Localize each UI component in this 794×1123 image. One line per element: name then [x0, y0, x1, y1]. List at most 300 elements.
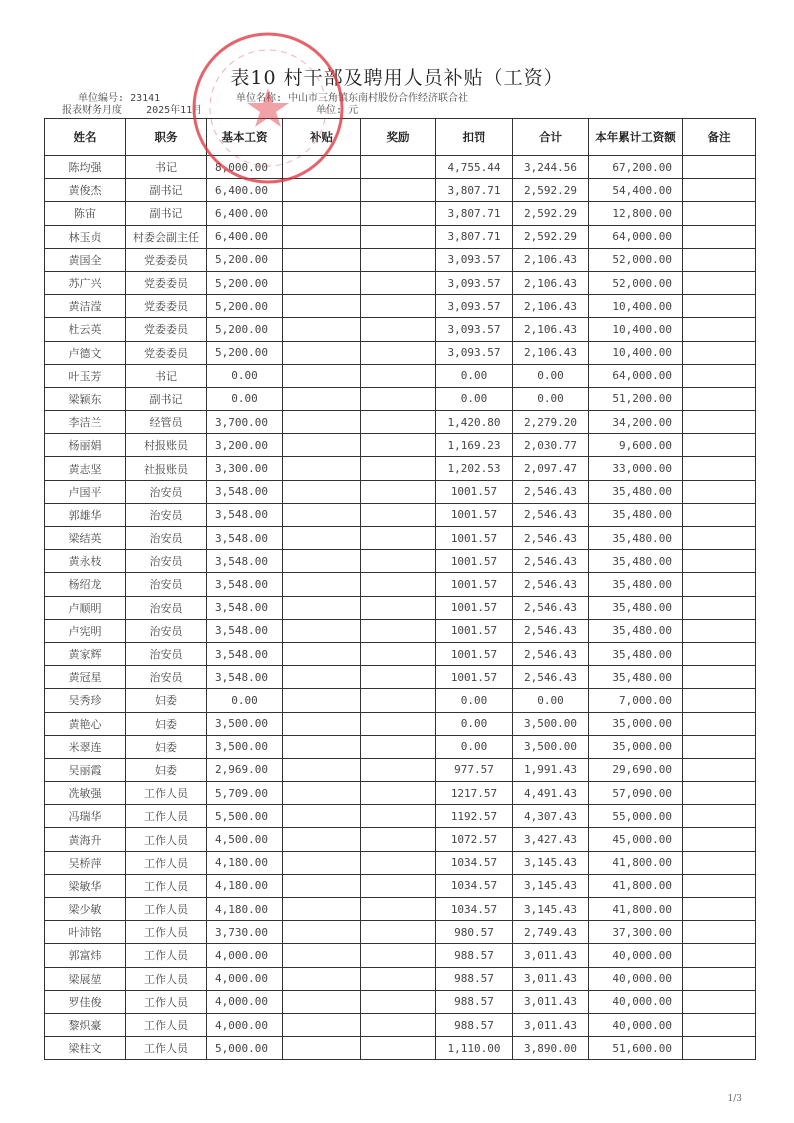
- deduction-cell: 977.57: [436, 758, 513, 781]
- position-cell: 副书记: [126, 202, 207, 225]
- total-cell: 2,546.43: [513, 573, 589, 596]
- position-cell: 治安员: [126, 480, 207, 503]
- total-cell: 2,546.43: [513, 503, 589, 526]
- remarks-cell: [683, 735, 756, 758]
- table-row: [45, 689, 756, 712]
- remarks-cell: [683, 573, 756, 596]
- allowance-cell: [283, 179, 361, 202]
- name-cell: 罗佳俊: [45, 990, 126, 1013]
- name-cell: 黄俊杰: [45, 179, 126, 202]
- total-cell: 2,279.20: [513, 411, 589, 434]
- column-header: 奖励: [361, 119, 436, 156]
- ytd-salary-cell: 12,800.00: [589, 202, 683, 225]
- total-cell: 3,145.43: [513, 898, 589, 921]
- deduction-cell: 988.57: [436, 1013, 513, 1036]
- column-header: 备注: [683, 119, 756, 156]
- base-salary-cell: 3,548.00: [207, 480, 283, 503]
- base-salary-cell: 6,400.00: [207, 179, 283, 202]
- bonus-cell: [361, 527, 436, 550]
- remarks-cell: [683, 805, 756, 828]
- table-row: [45, 874, 756, 897]
- total-cell: 0.00: [513, 364, 589, 387]
- total-cell: 2,592.29: [513, 225, 589, 248]
- table-row: [45, 944, 756, 967]
- total-cell: 4,491.43: [513, 782, 589, 805]
- total-cell: 2,030.77: [513, 434, 589, 457]
- position-cell: 工作人员: [126, 1037, 207, 1060]
- bonus-cell: [361, 179, 436, 202]
- table-row: [45, 527, 756, 550]
- deduction-cell: 3,093.57: [436, 248, 513, 271]
- ytd-salary-cell: 52,000.00: [589, 271, 683, 294]
- name-cell: 黄永枝: [45, 550, 126, 573]
- deduction-cell: 1001.57: [436, 642, 513, 665]
- unit-code: [78, 93, 160, 105]
- base-salary-cell: 5,000.00: [207, 1037, 283, 1060]
- name-cell: 吴秀珍: [45, 689, 126, 712]
- remarks-cell: [683, 921, 756, 944]
- position-cell: 妇委: [126, 712, 207, 735]
- table-row: [45, 573, 756, 596]
- ytd-salary-cell: 35,480.00: [589, 666, 683, 689]
- allowance-cell: [283, 364, 361, 387]
- name-cell: 米翠连: [45, 735, 126, 758]
- remarks-cell: [683, 295, 756, 318]
- name-cell: 黎炽豪: [45, 1013, 126, 1036]
- name-cell: 梁柱文: [45, 1037, 126, 1060]
- deduction-cell: 1001.57: [436, 527, 513, 550]
- total-cell: 0.00: [513, 387, 589, 410]
- position-cell: 妇委: [126, 689, 207, 712]
- deduction-cell: 1001.57: [436, 503, 513, 526]
- total-cell: 2,546.43: [513, 596, 589, 619]
- table-row: [45, 898, 756, 921]
- deduction-cell: 1001.57: [436, 573, 513, 596]
- base-salary-cell: 3,548.00: [207, 596, 283, 619]
- total-cell: 2,546.43: [513, 550, 589, 573]
- total-cell: 3,890.00: [513, 1037, 589, 1060]
- bonus-cell: [361, 851, 436, 874]
- ytd-salary-cell: 35,480.00: [589, 550, 683, 573]
- base-salary-cell: 4,500.00: [207, 828, 283, 851]
- base-salary-cell: 4,000.00: [207, 944, 283, 967]
- name-cell: 叶沛铭: [45, 921, 126, 944]
- total-cell: 3,500.00: [513, 735, 589, 758]
- ytd-salary-cell: 64,000.00: [589, 364, 683, 387]
- ytd-salary-cell: 29,690.00: [589, 758, 683, 781]
- ytd-salary-cell: 9,600.00: [589, 434, 683, 457]
- bonus-cell: [361, 271, 436, 294]
- remarks-cell: [683, 596, 756, 619]
- ytd-salary-cell: 10,400.00: [589, 318, 683, 341]
- total-cell: 1,991.43: [513, 758, 589, 781]
- position-cell: 治安员: [126, 550, 207, 573]
- base-salary-cell: 4,180.00: [207, 898, 283, 921]
- total-cell: 4,307.43: [513, 805, 589, 828]
- bonus-cell: [361, 225, 436, 248]
- ytd-salary-cell: 37,300.00: [589, 921, 683, 944]
- total-cell: 2,546.43: [513, 642, 589, 665]
- remarks-cell: [683, 156, 756, 179]
- currency-unit: [316, 105, 358, 117]
- position-cell: 书记: [126, 156, 207, 179]
- currency-label: 单位:: [316, 105, 343, 116]
- remarks-cell: [683, 642, 756, 665]
- table-row: [45, 295, 756, 318]
- currency-value: 元: [348, 105, 359, 116]
- base-salary-cell: 5,200.00: [207, 318, 283, 341]
- column-header: 姓名: [45, 119, 126, 156]
- allowance-cell: [283, 596, 361, 619]
- deduction-cell: 3,807.71: [436, 202, 513, 225]
- bonus-cell: [361, 248, 436, 271]
- name-cell: 黄海升: [45, 828, 126, 851]
- name-cell: 吴丽霞: [45, 758, 126, 781]
- salary-table: [44, 118, 756, 1060]
- allowance-cell: [283, 271, 361, 294]
- deduction-cell: 0.00: [436, 364, 513, 387]
- allowance-cell: [283, 898, 361, 921]
- table-row: [45, 364, 756, 387]
- column-header: 本年累计工资额: [589, 119, 683, 156]
- deduction-cell: 3,093.57: [436, 271, 513, 294]
- allowance-cell: [283, 642, 361, 665]
- position-cell: 工作人员: [126, 990, 207, 1013]
- allowance-cell: [283, 689, 361, 712]
- table-row: [45, 596, 756, 619]
- deduction-cell: 3,807.71: [436, 225, 513, 248]
- ytd-salary-cell: 40,000.00: [589, 944, 683, 967]
- bonus-cell: [361, 967, 436, 990]
- allowance-cell: [283, 573, 361, 596]
- remarks-cell: [683, 387, 756, 410]
- deduction-cell: 1001.57: [436, 596, 513, 619]
- allowance-cell: [283, 666, 361, 689]
- table-row: [45, 503, 756, 526]
- deduction-cell: 3,093.57: [436, 341, 513, 364]
- position-cell: 村委会副主任: [126, 225, 207, 248]
- remarks-cell: [683, 1037, 756, 1060]
- base-salary-cell: 8,000.00: [207, 156, 283, 179]
- allowance-cell: [283, 248, 361, 271]
- table-row: [45, 758, 756, 781]
- name-cell: 梁展堃: [45, 967, 126, 990]
- table-row: [45, 967, 756, 990]
- column-header: 补贴: [283, 119, 361, 156]
- bonus-cell: [361, 782, 436, 805]
- ytd-salary-cell: 67,200.00: [589, 156, 683, 179]
- allowance-cell: [283, 341, 361, 364]
- bonus-cell: [361, 341, 436, 364]
- name-cell: 叶玉芳: [45, 364, 126, 387]
- bonus-cell: [361, 573, 436, 596]
- name-cell: 梁敏华: [45, 874, 126, 897]
- deduction-cell: 1192.57: [436, 805, 513, 828]
- deduction-cell: 980.57: [436, 921, 513, 944]
- remarks-cell: [683, 341, 756, 364]
- total-cell: 3,145.43: [513, 874, 589, 897]
- table-row: [45, 550, 756, 573]
- total-cell: 2,546.43: [513, 527, 589, 550]
- deduction-cell: 0.00: [436, 387, 513, 410]
- table-row: [45, 990, 756, 1013]
- ytd-salary-cell: 55,000.00: [589, 805, 683, 828]
- table-row: [45, 202, 756, 225]
- bonus-cell: [361, 318, 436, 341]
- remarks-cell: [683, 318, 756, 341]
- allowance-cell: [283, 782, 361, 805]
- total-cell: 2,106.43: [513, 248, 589, 271]
- remarks-cell: [683, 411, 756, 434]
- position-cell: 工作人员: [126, 874, 207, 897]
- position-cell: 工作人员: [126, 967, 207, 990]
- allowance-cell: [283, 921, 361, 944]
- base-salary-cell: 5,500.00: [207, 805, 283, 828]
- ytd-salary-cell: 34,200.00: [589, 411, 683, 434]
- name-cell: 黄家辉: [45, 642, 126, 665]
- ytd-salary-cell: 51,600.00: [589, 1037, 683, 1060]
- position-cell: 治安员: [126, 619, 207, 642]
- bonus-cell: [361, 898, 436, 921]
- position-cell: 工作人员: [126, 1013, 207, 1036]
- total-cell: 2,097.47: [513, 457, 589, 480]
- bonus-cell: [361, 990, 436, 1013]
- ytd-salary-cell: 57,090.00: [589, 782, 683, 805]
- deduction-cell: 1001.57: [436, 550, 513, 573]
- deduction-cell: 988.57: [436, 967, 513, 990]
- deduction-cell: 988.57: [436, 990, 513, 1013]
- ytd-salary-cell: 35,480.00: [589, 480, 683, 503]
- bonus-cell: [361, 457, 436, 480]
- ytd-salary-cell: 40,000.00: [589, 1013, 683, 1036]
- bonus-cell: [361, 480, 436, 503]
- base-salary-cell: 5,200.00: [207, 248, 283, 271]
- remarks-cell: [683, 874, 756, 897]
- bonus-cell: [361, 387, 436, 410]
- base-salary-cell: 3,548.00: [207, 619, 283, 642]
- allowance-cell: [283, 225, 361, 248]
- ytd-salary-cell: 35,480.00: [589, 527, 683, 550]
- name-cell: 黄冠星: [45, 666, 126, 689]
- allowance-cell: [283, 295, 361, 318]
- position-cell: 党委委员: [126, 271, 207, 294]
- unit-code-value: 23141: [130, 93, 161, 104]
- total-cell: 3,011.43: [513, 944, 589, 967]
- table-row: [45, 805, 756, 828]
- table-row: [45, 480, 756, 503]
- total-cell: 3,011.43: [513, 1013, 589, 1036]
- deduction-cell: 3,093.57: [436, 295, 513, 318]
- name-cell: 陈宙: [45, 202, 126, 225]
- total-cell: 2,749.43: [513, 921, 589, 944]
- name-cell: 杨丽娟: [45, 434, 126, 457]
- allowance-cell: [283, 527, 361, 550]
- total-cell: 2,546.43: [513, 480, 589, 503]
- bonus-cell: [361, 758, 436, 781]
- position-cell: 治安员: [126, 666, 207, 689]
- document-title: 表10 村干部及聘用人员补贴（工资）: [230, 67, 564, 89]
- remarks-cell: [683, 364, 756, 387]
- bonus-cell: [361, 828, 436, 851]
- allowance-cell: [283, 156, 361, 179]
- bonus-cell: [361, 295, 436, 318]
- name-cell: 梁结英: [45, 527, 126, 550]
- base-salary-cell: 3,548.00: [207, 666, 283, 689]
- deduction-cell: 3,093.57: [436, 318, 513, 341]
- position-cell: 党委委员: [126, 295, 207, 318]
- base-salary-cell: 3,500.00: [207, 735, 283, 758]
- bonus-cell: [361, 202, 436, 225]
- position-cell: 工作人员: [126, 851, 207, 874]
- position-cell: 党委委员: [126, 248, 207, 271]
- deduction-cell: 1001.57: [436, 666, 513, 689]
- bonus-cell: [361, 921, 436, 944]
- allowance-cell: [283, 411, 361, 434]
- allowance-cell: [283, 550, 361, 573]
- name-cell: 陈均强: [45, 156, 126, 179]
- base-salary-cell: 2,969.00: [207, 758, 283, 781]
- allowance-cell: [283, 851, 361, 874]
- total-cell: 3,145.43: [513, 851, 589, 874]
- deduction-cell: 1001.57: [436, 619, 513, 642]
- ytd-salary-cell: 10,400.00: [589, 341, 683, 364]
- table-row: [45, 318, 756, 341]
- base-salary-cell: 3,548.00: [207, 573, 283, 596]
- bonus-cell: [361, 434, 436, 457]
- position-cell: 治安员: [126, 642, 207, 665]
- ytd-salary-cell: 33,000.00: [589, 457, 683, 480]
- position-cell: 书记: [126, 364, 207, 387]
- bonus-cell: [361, 735, 436, 758]
- remarks-cell: [683, 550, 756, 573]
- base-salary-cell: 4,000.00: [207, 990, 283, 1013]
- position-cell: 工作人员: [126, 921, 207, 944]
- ytd-salary-cell: 51,200.00: [589, 387, 683, 410]
- bonus-cell: [361, 619, 436, 642]
- bonus-cell: [361, 805, 436, 828]
- total-cell: 3,244.56: [513, 156, 589, 179]
- total-cell: 3,011.43: [513, 967, 589, 990]
- total-cell: 3,427.43: [513, 828, 589, 851]
- column-header: 职务: [126, 119, 207, 156]
- ytd-salary-cell: 41,800.00: [589, 851, 683, 874]
- position-cell: 治安员: [126, 527, 207, 550]
- name-cell: 卢德文: [45, 341, 126, 364]
- name-cell: 吴桥萍: [45, 851, 126, 874]
- base-salary-cell: 3,548.00: [207, 550, 283, 573]
- allowance-cell: [283, 1013, 361, 1036]
- remarks-cell: [683, 851, 756, 874]
- total-cell: 2,592.29: [513, 179, 589, 202]
- deduction-cell: 1001.57: [436, 480, 513, 503]
- column-header: 扣罚: [436, 119, 513, 156]
- remarks-cell: [683, 712, 756, 735]
- deduction-cell: 1,169.23: [436, 434, 513, 457]
- total-cell: 2,106.43: [513, 295, 589, 318]
- position-cell: 副书记: [126, 387, 207, 410]
- total-cell: 3,011.43: [513, 990, 589, 1013]
- base-salary-cell: 4,000.00: [207, 967, 283, 990]
- ytd-salary-cell: 40,000.00: [589, 990, 683, 1013]
- position-cell: 工作人员: [126, 944, 207, 967]
- table-row: [45, 828, 756, 851]
- name-cell: 卢宪明: [45, 619, 126, 642]
- table-row: [45, 434, 756, 457]
- name-cell: 杜云英: [45, 318, 126, 341]
- ytd-salary-cell: 45,000.00: [589, 828, 683, 851]
- total-cell: 2,106.43: [513, 271, 589, 294]
- unit-code-label: 单位编号:: [78, 93, 125, 104]
- base-salary-cell: 6,400.00: [207, 202, 283, 225]
- remarks-cell: [683, 271, 756, 294]
- total-cell: 2,546.43: [513, 619, 589, 642]
- table-row: [45, 179, 756, 202]
- remarks-cell: [683, 179, 756, 202]
- base-salary-cell: 3,300.00: [207, 457, 283, 480]
- bonus-cell: [361, 1013, 436, 1036]
- base-salary-cell: 5,709.00: [207, 782, 283, 805]
- total-cell: 2,106.43: [513, 341, 589, 364]
- allowance-cell: [283, 202, 361, 225]
- table-row: [45, 735, 756, 758]
- table-row: [45, 156, 756, 179]
- table-row: [45, 642, 756, 665]
- allowance-cell: [283, 758, 361, 781]
- base-salary-cell: 3,548.00: [207, 503, 283, 526]
- base-salary-cell: 3,700.00: [207, 411, 283, 434]
- ytd-salary-cell: 41,800.00: [589, 898, 683, 921]
- deduction-cell: 4,755.44: [436, 156, 513, 179]
- unit-name-label: 单位名称:: [236, 93, 283, 104]
- name-cell: 黄国全: [45, 248, 126, 271]
- ytd-salary-cell: 7,000.00: [589, 689, 683, 712]
- position-cell: 工作人员: [126, 805, 207, 828]
- name-cell: 卢国平: [45, 480, 126, 503]
- bonus-cell: [361, 666, 436, 689]
- base-salary-cell: 0.00: [207, 387, 283, 410]
- deduction-cell: 1034.57: [436, 851, 513, 874]
- remarks-cell: [683, 898, 756, 921]
- remarks-cell: [683, 202, 756, 225]
- table-row: [45, 225, 756, 248]
- base-salary-cell: 3,730.00: [207, 921, 283, 944]
- remarks-cell: [683, 782, 756, 805]
- remarks-cell: [683, 990, 756, 1013]
- table-row: [45, 712, 756, 735]
- bonus-cell: [361, 364, 436, 387]
- remarks-cell: [683, 758, 756, 781]
- position-cell: 党委委员: [126, 341, 207, 364]
- column-header: 基本工资: [207, 119, 283, 156]
- total-cell: 2,592.29: [513, 202, 589, 225]
- position-cell: 治安员: [126, 573, 207, 596]
- position-cell: 工作人员: [126, 782, 207, 805]
- base-salary-cell: 4,180.00: [207, 851, 283, 874]
- remarks-cell: [683, 944, 756, 967]
- name-cell: 李洁兰: [45, 411, 126, 434]
- allowance-cell: [283, 805, 361, 828]
- name-cell: 林玉贞: [45, 225, 126, 248]
- period-value: 2025年11月: [146, 105, 203, 116]
- table-row: [45, 782, 756, 805]
- table-row: [45, 666, 756, 689]
- ytd-salary-cell: 35,000.00: [589, 735, 683, 758]
- ytd-salary-cell: 35,480.00: [589, 619, 683, 642]
- base-salary-cell: 3,200.00: [207, 434, 283, 457]
- page-number: 1/3: [727, 1094, 742, 1104]
- base-salary-cell: 4,180.00: [207, 874, 283, 897]
- remarks-cell: [683, 503, 756, 526]
